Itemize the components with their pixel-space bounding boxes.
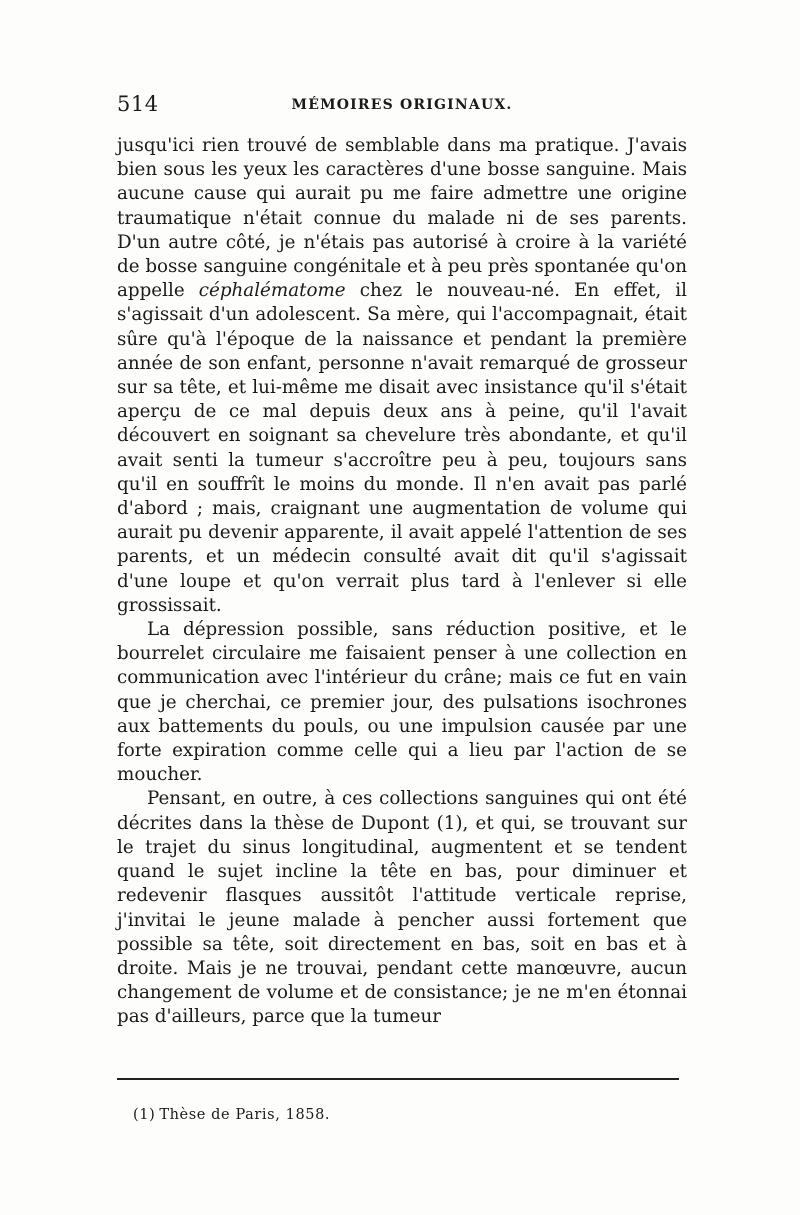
body-text (117, 134, 687, 1030)
paragraph-1-start: jusqu'ici rien trouvé de semblable dans ma pratique. J'avais bien sous les yeux les caractères d'une bosse sanguine. Mais aucune cause qui aurait pu me faire admettre une origine traumatique n'était connue du malade ni de ses parents. D'un autre côté, je n'étais pas autorisé à croire à la variété de bosse sanguine congénitale et à peu près spontanée qu'on appelle (117, 135, 687, 302)
footnote-text: Thèse de Paris, 1858. (159, 1107, 331, 1123)
paragraph-3-start: Pensant, en outre, à ces collections sanguines qui ont été décrites dans la thèse de Dupont (117, 788, 687, 834)
paragraph-1 (117, 134, 687, 618)
paragraph-1-end: chez le nouveau-né. En effet, il s'agissait d'un adolescent. Sa mère, qui l'accompagnait, était sûre qu'à l'époque de la naissance et pendant la première année de son enfant, personne n'avait remarqué de grosseur sur sa tête, et lui-même me disait avec insistance qu'il s'était aperçu de ce mal depuis deux ans à peine, qu'il l'avait découvert en soignant sa chevelure très abondante, et qu'il avait senti la tumeur s'accroître peu à peu, toujours sans qu'il en souffrît le moins du monde. Il n'en avait pas parlé d'abord ; mais, craignant une augmentation de volume qui aurait pu devenir apparente, il avait appelé l'attention de ses parents, et un médecin consulté avait dit qu'il s'agissait d'une loupe et qu'on verrait plus tard à l'enlever si elle grossissait. (117, 280, 688, 616)
paragraph-3 (117, 787, 687, 1029)
footnote-marker: (1) (133, 1107, 156, 1123)
paragraph-2: La dépression possible, sans réduction positive, et le bourrelet circulaire me faisaient penser à une collection en communication avec l'intérieur du crâne; mais ce fut en vain que je cherchai, ce premier jour, des pulsations isochrones aux battements du pouls, ou une impulsion causée par une forte expiration comme celle qui a lieu par l'action de se moucher. (117, 619, 687, 786)
footnote-divider (117, 1078, 679, 1080)
paragraph-3-end: , et qui, se trouvant sur le trajet du sinus longitudinal, augmentent et se tendent quand le sujet incline la tête en bas, pour diminuer et redevenir flasques aussitôt l'attitude verticale reprise, j'invitai le jeune malade à pencher aussi fortement que possible sa tête, soit directement en bas, soit en bas et à droite. Mais je ne trouvai, pendant cette manœuvre, aucun changement de volume et de consistance; je ne m'en étonnai pas d'ailleurs, parce que la tumeur (117, 812, 687, 1028)
cephalematome-term: céphalématome (198, 280, 346, 302)
running-title: MÉMOIRES ORIGINAUX. (291, 97, 513, 113)
footnote (133, 1107, 330, 1123)
page-header (117, 92, 687, 122)
page-number: 514 (117, 92, 159, 116)
footnote-reference: (1) (436, 812, 463, 834)
